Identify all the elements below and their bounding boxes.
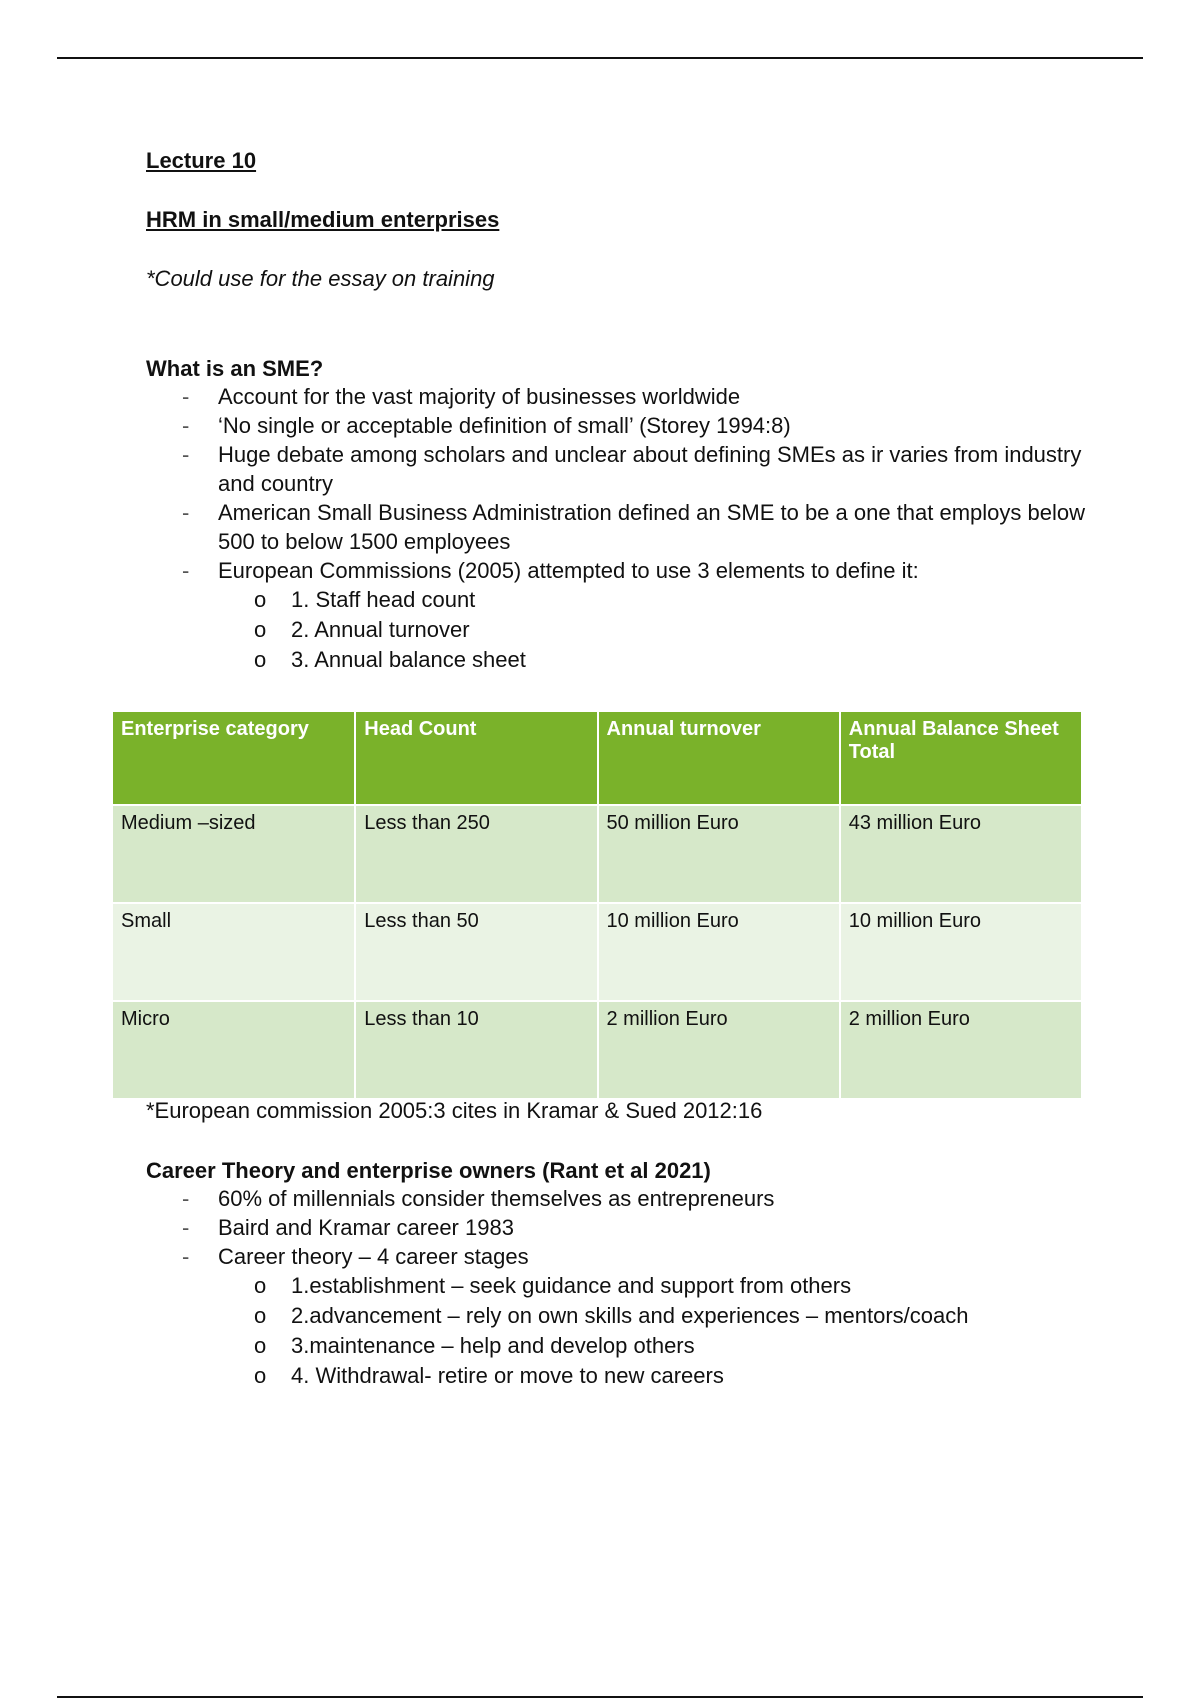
table-cell: 2 million Euro	[840, 1001, 1082, 1099]
list-item: - Career theory – 4 career stages o 1.establishment – seek guidance and support from others o 2.advancement – rely on own skills and experiences – mentors/coach o 3.maintenance – help and develop others o 4. Withdrawal- retire or move to new careers	[146, 1242, 1086, 1391]
table-cell: 10 million Euro	[598, 903, 840, 1001]
table-cell: 10 million Euro	[840, 903, 1082, 1001]
essay-note: *Could use for the essay on training	[146, 266, 495, 291]
career-stages-list	[146, 1271, 1086, 1391]
table-source-note: *European commission 2005:3 cites in Kramar & Sued 2012:16	[146, 1098, 763, 1123]
list-item: o 3.maintenance – help and develop others	[254, 1333, 695, 1358]
list-item: o 1. Staff head count	[254, 587, 476, 612]
list-item: - European Commissions (2005) attempted to use 3 elements to define it: o 1. Staff head count o 2. Annual turnover o 3. Annual balance sheet	[146, 556, 1086, 675]
list-item: - Account for the vast majority of businesses worldwide	[182, 384, 741, 409]
table-cell: Micro	[113, 1001, 355, 1099]
list-item: - Huge debate among scholars and unclear about defining SMEs as ir varies from industry and country	[182, 442, 1082, 496]
column-header: Enterprise category	[113, 712, 355, 805]
list-item: o 4. Withdrawal- retire or move to new careers	[254, 1363, 724, 1388]
sme-bullet-list	[146, 382, 1086, 675]
list-item: - 60% of millennials consider themselves as entrepreneurs	[182, 1186, 775, 1211]
section-career-title: Career Theory and enterprise owners (Rant et al 2021)	[146, 1158, 711, 1183]
table-cell: Less than 10	[355, 1001, 597, 1099]
column-header: Annual turnover	[598, 712, 840, 805]
table-row	[113, 1001, 1082, 1099]
list-item: - ‘No single or acceptable definition of small’ (Storey 1994:8)	[182, 413, 791, 438]
table-cell: Medium –sized	[113, 805, 355, 903]
bottom-rule	[57, 1696, 1143, 1698]
column-header: Head Count	[355, 712, 597, 805]
ec-criteria-list	[146, 585, 1086, 675]
table-cell: 50 million Euro	[598, 805, 840, 903]
table-cell: Less than 50	[355, 903, 597, 1001]
list-item: - American Small Business Administration defined an SME to be a one that employs below 500 to below 1500 employees	[182, 500, 1086, 554]
topic-title: HRM in small/medium enterprises	[146, 207, 500, 232]
table-cell: Less than 250	[355, 805, 597, 903]
column-header: Annual Balance Sheet Total	[840, 712, 1082, 805]
career-bullet-list	[146, 1184, 1086, 1391]
table-cell: 43 million Euro	[840, 805, 1082, 903]
table-cell: Small	[113, 903, 355, 1001]
section-sme-title: What is an SME?	[146, 356, 324, 381]
list-item: o 3. Annual balance sheet	[254, 647, 526, 672]
top-rule	[57, 57, 1143, 59]
list-item: o 2.advancement – rely on own skills and experiences – mentors/coach	[254, 1303, 969, 1328]
table-cell: 2 million Euro	[598, 1001, 840, 1099]
table-header-row	[113, 712, 1082, 805]
lecture-title: Lecture 10	[146, 148, 257, 173]
list-item: o 2. Annual turnover	[254, 617, 470, 642]
table-row	[113, 903, 1082, 1001]
list-item: - Baird and Kramar career 1983	[182, 1215, 514, 1240]
list-item: o 1.establishment – seek guidance and support from others	[254, 1273, 852, 1298]
table-row	[113, 805, 1082, 903]
sme-definition-table	[113, 712, 1083, 1100]
